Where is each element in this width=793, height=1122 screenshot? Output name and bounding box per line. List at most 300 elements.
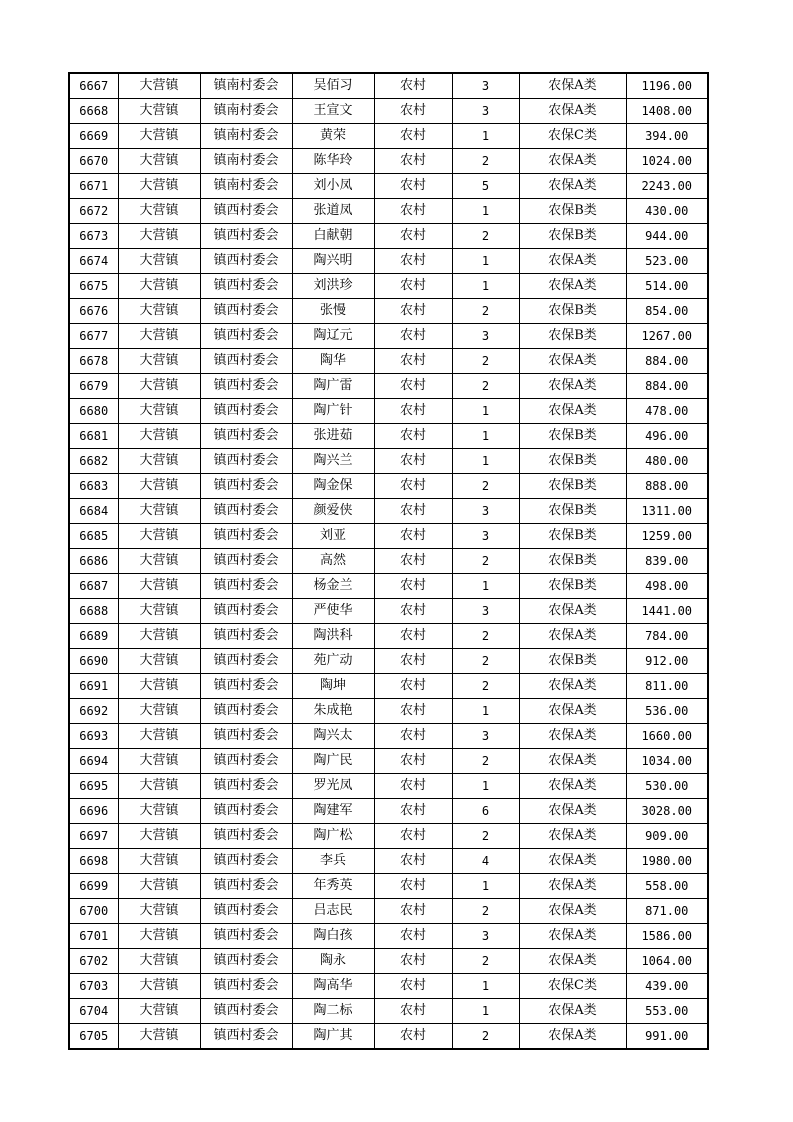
cell-household-type: 农村 [374,949,452,974]
cell-member-count: 1 [452,249,519,274]
cell-town: 大营镇 [118,399,200,424]
cell-household-type: 农村 [374,649,452,674]
cell-village-committee: 镇西村委会 [200,1024,292,1050]
cell-household-type: 农村 [374,674,452,699]
table-row [69,224,708,249]
cell-serial-number: 6668 [69,99,118,124]
cell-name: 吕志民 [292,899,374,924]
table-row [69,799,708,824]
cell-town: 大营镇 [118,99,200,124]
cell-insurance-category: 农保A类 [519,699,626,724]
cell-town: 大营镇 [118,999,200,1024]
cell-household-type: 农村 [374,499,452,524]
cell-household-type: 农村 [374,524,452,549]
table-row [69,649,708,674]
cell-amount: 553.00 [626,999,708,1024]
cell-member-count: 2 [452,224,519,249]
cell-household-type: 农村 [374,374,452,399]
cell-town: 大营镇 [118,949,200,974]
cell-serial-number: 6692 [69,699,118,724]
cell-amount: 1267.00 [626,324,708,349]
cell-household-type: 农村 [374,574,452,599]
cell-serial-number: 6686 [69,549,118,574]
cell-town: 大营镇 [118,649,200,674]
table-row [69,73,708,99]
cell-village-committee: 镇西村委会 [200,599,292,624]
table-row [69,1024,708,1050]
table-row [69,474,708,499]
cell-amount: 888.00 [626,474,708,499]
table-row [69,249,708,274]
cell-insurance-category: 农保A类 [519,599,626,624]
cell-amount: 884.00 [626,349,708,374]
cell-village-committee: 镇西村委会 [200,924,292,949]
cell-town: 大营镇 [118,1024,200,1050]
cell-town: 大营镇 [118,799,200,824]
cell-member-count: 5 [452,174,519,199]
cell-village-committee: 镇西村委会 [200,724,292,749]
table-row [69,374,708,399]
cell-town: 大营镇 [118,699,200,724]
cell-village-committee: 镇西村委会 [200,324,292,349]
cell-household-type: 农村 [374,324,452,349]
cell-member-count: 3 [452,499,519,524]
cell-town: 大营镇 [118,449,200,474]
cell-insurance-category: 农保A类 [519,149,626,174]
cell-serial-number: 6676 [69,299,118,324]
cell-serial-number: 6667 [69,73,118,99]
cell-town: 大营镇 [118,824,200,849]
table-row [69,924,708,949]
cell-insurance-category: 农保A类 [519,899,626,924]
table-row [69,124,708,149]
cell-town: 大营镇 [118,724,200,749]
cell-village-committee: 镇西村委会 [200,249,292,274]
cell-village-committee: 镇西村委会 [200,949,292,974]
cell-town: 大营镇 [118,424,200,449]
table-row [69,599,708,624]
cell-insurance-category: 农保A类 [519,774,626,799]
cell-member-count: 1 [452,874,519,899]
cell-household-type: 农村 [374,749,452,774]
cell-name: 陶永 [292,949,374,974]
cell-serial-number: 6703 [69,974,118,999]
cell-town: 大营镇 [118,849,200,874]
cell-village-committee: 镇西村委会 [200,574,292,599]
table-row [69,699,708,724]
cell-household-type: 农村 [374,274,452,299]
cell-amount: 3028.00 [626,799,708,824]
cell-village-committee: 镇西村委会 [200,374,292,399]
cell-village-committee: 镇西村委会 [200,299,292,324]
cell-serial-number: 6674 [69,249,118,274]
cell-name: 苑广动 [292,649,374,674]
cell-household-type: 农村 [374,224,452,249]
cell-town: 大营镇 [118,299,200,324]
cell-household-type: 农村 [374,99,452,124]
cell-member-count: 3 [452,73,519,99]
cell-serial-number: 6679 [69,374,118,399]
cell-village-committee: 镇南村委会 [200,73,292,99]
table-row [69,174,708,199]
cell-village-committee: 镇西村委会 [200,224,292,249]
cell-village-committee: 镇西村委会 [200,524,292,549]
cell-village-committee: 镇西村委会 [200,349,292,374]
cell-insurance-category: 农保B类 [519,499,626,524]
cell-insurance-category: 农保B类 [519,299,626,324]
cell-amount: 2243.00 [626,174,708,199]
cell-town: 大营镇 [118,524,200,549]
cell-village-committee: 镇西村委会 [200,899,292,924]
cell-insurance-category: 农保B类 [519,224,626,249]
cell-household-type: 农村 [374,599,452,624]
cell-name: 黄荣 [292,124,374,149]
cell-name: 陶广其 [292,1024,374,1050]
cell-serial-number: 6701 [69,924,118,949]
cell-amount: 909.00 [626,824,708,849]
cell-member-count: 1 [452,124,519,149]
table-row [69,899,708,924]
cell-amount: 884.00 [626,374,708,399]
cell-village-committee: 镇西村委会 [200,749,292,774]
cell-serial-number: 6688 [69,599,118,624]
cell-name: 陶兴太 [292,724,374,749]
table-row [69,524,708,549]
cell-name: 杨金兰 [292,574,374,599]
cell-member-count: 2 [452,674,519,699]
cell-name: 王宣文 [292,99,374,124]
table-row [69,324,708,349]
cell-insurance-category: 农保A类 [519,874,626,899]
cell-serial-number: 6698 [69,849,118,874]
cell-serial-number: 6691 [69,674,118,699]
cell-serial-number: 6672 [69,199,118,224]
cell-name: 陶金保 [292,474,374,499]
cell-name: 陈华玲 [292,149,374,174]
cell-village-committee: 镇南村委会 [200,99,292,124]
cell-serial-number: 6684 [69,499,118,524]
cell-insurance-category: 农保A类 [519,399,626,424]
cell-member-count: 2 [452,474,519,499]
cell-amount: 1034.00 [626,749,708,774]
cell-amount: 1311.00 [626,499,708,524]
cell-amount: 496.00 [626,424,708,449]
cell-village-committee: 镇西村委会 [200,774,292,799]
cell-town: 大营镇 [118,73,200,99]
cell-name: 年秀英 [292,874,374,899]
table-row [69,724,708,749]
cell-household-type: 农村 [374,924,452,949]
cell-town: 大营镇 [118,249,200,274]
cell-insurance-category: 农保B类 [519,524,626,549]
cell-household-type: 农村 [374,849,452,874]
table-row [69,549,708,574]
cell-amount: 1259.00 [626,524,708,549]
cell-village-committee: 镇西村委会 [200,499,292,524]
cell-insurance-category: 农保A类 [519,174,626,199]
cell-amount: 1024.00 [626,149,708,174]
cell-town: 大营镇 [118,199,200,224]
cell-amount: 1586.00 [626,924,708,949]
cell-insurance-category: 农保A类 [519,849,626,874]
cell-village-committee: 镇西村委会 [200,274,292,299]
table-row [69,499,708,524]
cell-insurance-category: 农保A类 [519,949,626,974]
cell-amount: 530.00 [626,774,708,799]
table-row [69,424,708,449]
table-row [69,299,708,324]
cell-name: 罗光凤 [292,774,374,799]
cell-village-committee: 镇西村委会 [200,474,292,499]
cell-village-committee: 镇西村委会 [200,424,292,449]
cell-town: 大营镇 [118,924,200,949]
cell-village-committee: 镇西村委会 [200,699,292,724]
cell-member-count: 1 [452,274,519,299]
cell-village-committee: 镇西村委会 [200,999,292,1024]
cell-name: 刘亚 [292,524,374,549]
table-row [69,999,708,1024]
cell-name: 高然 [292,549,374,574]
cell-serial-number: 6700 [69,899,118,924]
cell-household-type: 农村 [374,249,452,274]
cell-town: 大营镇 [118,274,200,299]
cell-name: 陶兴明 [292,249,374,274]
roster-body [69,73,708,1049]
cell-insurance-category: 农保A类 [519,824,626,849]
cell-name: 吴佰习 [292,73,374,99]
cell-serial-number: 6669 [69,124,118,149]
cell-amount: 394.00 [626,124,708,149]
cell-village-committee: 镇西村委会 [200,399,292,424]
cell-amount: 1660.00 [626,724,708,749]
table-row [69,949,708,974]
cell-serial-number: 6705 [69,1024,118,1050]
cell-insurance-category: 农保A类 [519,749,626,774]
cell-member-count: 2 [452,824,519,849]
cell-member-count: 2 [452,1024,519,1050]
cell-town: 大营镇 [118,124,200,149]
cell-insurance-category: 农保B类 [519,474,626,499]
table-row [69,874,708,899]
cell-member-count: 1 [452,449,519,474]
table-row [69,274,708,299]
cell-name: 白献朝 [292,224,374,249]
cell-member-count: 1 [452,199,519,224]
cell-member-count: 4 [452,849,519,874]
cell-village-committee: 镇西村委会 [200,824,292,849]
cell-amount: 430.00 [626,199,708,224]
cell-amount: 523.00 [626,249,708,274]
cell-name: 陶兴兰 [292,449,374,474]
table-row [69,849,708,874]
cell-member-count: 1 [452,574,519,599]
cell-amount: 1064.00 [626,949,708,974]
cell-village-committee: 镇南村委会 [200,174,292,199]
cell-town: 大营镇 [118,774,200,799]
cell-name: 陶二标 [292,999,374,1024]
cell-member-count: 6 [452,799,519,824]
cell-insurance-category: 农保A类 [519,624,626,649]
cell-village-committee: 镇西村委会 [200,974,292,999]
cell-town: 大营镇 [118,224,200,249]
table-row [69,824,708,849]
cell-insurance-category: 农保B类 [519,649,626,674]
cell-town: 大营镇 [118,474,200,499]
cell-household-type: 农村 [374,399,452,424]
cell-member-count: 1 [452,424,519,449]
cell-household-type: 农村 [374,149,452,174]
cell-member-count: 3 [452,724,519,749]
cell-member-count: 2 [452,949,519,974]
cell-village-committee: 镇西村委会 [200,199,292,224]
cell-member-count: 2 [452,749,519,774]
cell-town: 大营镇 [118,874,200,899]
cell-member-count: 3 [452,924,519,949]
cell-village-committee: 镇西村委会 [200,624,292,649]
cell-town: 大营镇 [118,674,200,699]
cell-town: 大营镇 [118,499,200,524]
cell-village-committee: 镇西村委会 [200,674,292,699]
cell-name: 刘洪珍 [292,274,374,299]
table-row [69,774,708,799]
table-row [69,199,708,224]
cell-name: 陶华 [292,349,374,374]
cell-village-committee: 镇西村委会 [200,849,292,874]
cell-household-type: 农村 [374,349,452,374]
cell-insurance-category: 农保A类 [519,924,626,949]
cell-name: 陶建军 [292,799,374,824]
cell-serial-number: 6685 [69,524,118,549]
cell-insurance-category: 农保C类 [519,124,626,149]
cell-village-committee: 镇西村委会 [200,649,292,674]
cell-insurance-category: 农保A类 [519,724,626,749]
cell-name: 陶坤 [292,674,374,699]
cell-town: 大营镇 [118,624,200,649]
cell-insurance-category: 农保A类 [519,799,626,824]
cell-member-count: 1 [452,774,519,799]
cell-name: 陶广雷 [292,374,374,399]
cell-member-count: 2 [452,899,519,924]
cell-village-committee: 镇西村委会 [200,874,292,899]
cell-insurance-category: 农保C类 [519,974,626,999]
cell-member-count: 2 [452,549,519,574]
cell-insurance-category: 农保A类 [519,1024,626,1050]
cell-town: 大营镇 [118,349,200,374]
cell-name: 陶洪科 [292,624,374,649]
cell-household-type: 农村 [374,874,452,899]
cell-insurance-category: 农保B类 [519,424,626,449]
table-row [69,749,708,774]
cell-serial-number: 6675 [69,274,118,299]
cell-name: 陶辽元 [292,324,374,349]
cell-town: 大营镇 [118,149,200,174]
cell-household-type: 农村 [374,449,452,474]
cell-household-type: 农村 [374,724,452,749]
cell-member-count: 2 [452,299,519,324]
cell-household-type: 农村 [374,999,452,1024]
cell-insurance-category: 农保A类 [519,73,626,99]
cell-member-count: 3 [452,324,519,349]
table-row [69,349,708,374]
cell-insurance-category: 农保B类 [519,449,626,474]
cell-serial-number: 6687 [69,574,118,599]
cell-amount: 1196.00 [626,73,708,99]
cell-town: 大营镇 [118,899,200,924]
cell-household-type: 农村 [374,424,452,449]
cell-insurance-category: 农保A类 [519,249,626,274]
cell-amount: 784.00 [626,624,708,649]
cell-town: 大营镇 [118,324,200,349]
cell-household-type: 农村 [374,199,452,224]
cell-name: 陶广松 [292,824,374,849]
cell-household-type: 农村 [374,124,452,149]
cell-household-type: 农村 [374,474,452,499]
cell-amount: 1980.00 [626,849,708,874]
cell-household-type: 农村 [374,899,452,924]
cell-name: 陶广针 [292,399,374,424]
cell-household-type: 农村 [374,974,452,999]
table-row [69,674,708,699]
table-row [69,974,708,999]
cell-member-count: 3 [452,524,519,549]
cell-amount: 1408.00 [626,99,708,124]
cell-name: 李兵 [292,849,374,874]
cell-member-count: 2 [452,149,519,174]
cell-village-committee: 镇南村委会 [200,124,292,149]
cell-serial-number: 6689 [69,624,118,649]
cell-insurance-category: 农保A类 [519,374,626,399]
cell-serial-number: 6671 [69,174,118,199]
cell-serial-number: 6704 [69,999,118,1024]
table-row [69,449,708,474]
cell-amount: 439.00 [626,974,708,999]
cell-insurance-category: 农保B类 [519,324,626,349]
cell-household-type: 农村 [374,699,452,724]
cell-amount: 478.00 [626,399,708,424]
cell-amount: 498.00 [626,574,708,599]
cell-amount: 1441.00 [626,599,708,624]
cell-member-count: 1 [452,699,519,724]
cell-name: 陶广民 [292,749,374,774]
cell-serial-number: 6678 [69,349,118,374]
table-row [69,149,708,174]
cell-town: 大营镇 [118,749,200,774]
cell-insurance-category: 农保B类 [519,574,626,599]
cell-town: 大营镇 [118,574,200,599]
cell-name: 张慢 [292,299,374,324]
cell-member-count: 3 [452,99,519,124]
cell-member-count: 2 [452,649,519,674]
cell-serial-number: 6699 [69,874,118,899]
cell-household-type: 农村 [374,774,452,799]
cell-member-count: 1 [452,399,519,424]
cell-serial-number: 6673 [69,224,118,249]
cell-name: 张进茹 [292,424,374,449]
cell-household-type: 农村 [374,549,452,574]
cell-amount: 912.00 [626,649,708,674]
cell-serial-number: 6694 [69,749,118,774]
cell-serial-number: 6690 [69,649,118,674]
cell-insurance-category: 农保A类 [519,674,626,699]
cell-insurance-category: 农保A类 [519,274,626,299]
cell-amount: 811.00 [626,674,708,699]
cell-name: 严使华 [292,599,374,624]
cell-village-committee: 镇西村委会 [200,449,292,474]
cell-household-type: 农村 [374,174,452,199]
cell-amount: 558.00 [626,874,708,899]
cell-household-type: 农村 [374,624,452,649]
cell-village-committee: 镇西村委会 [200,799,292,824]
